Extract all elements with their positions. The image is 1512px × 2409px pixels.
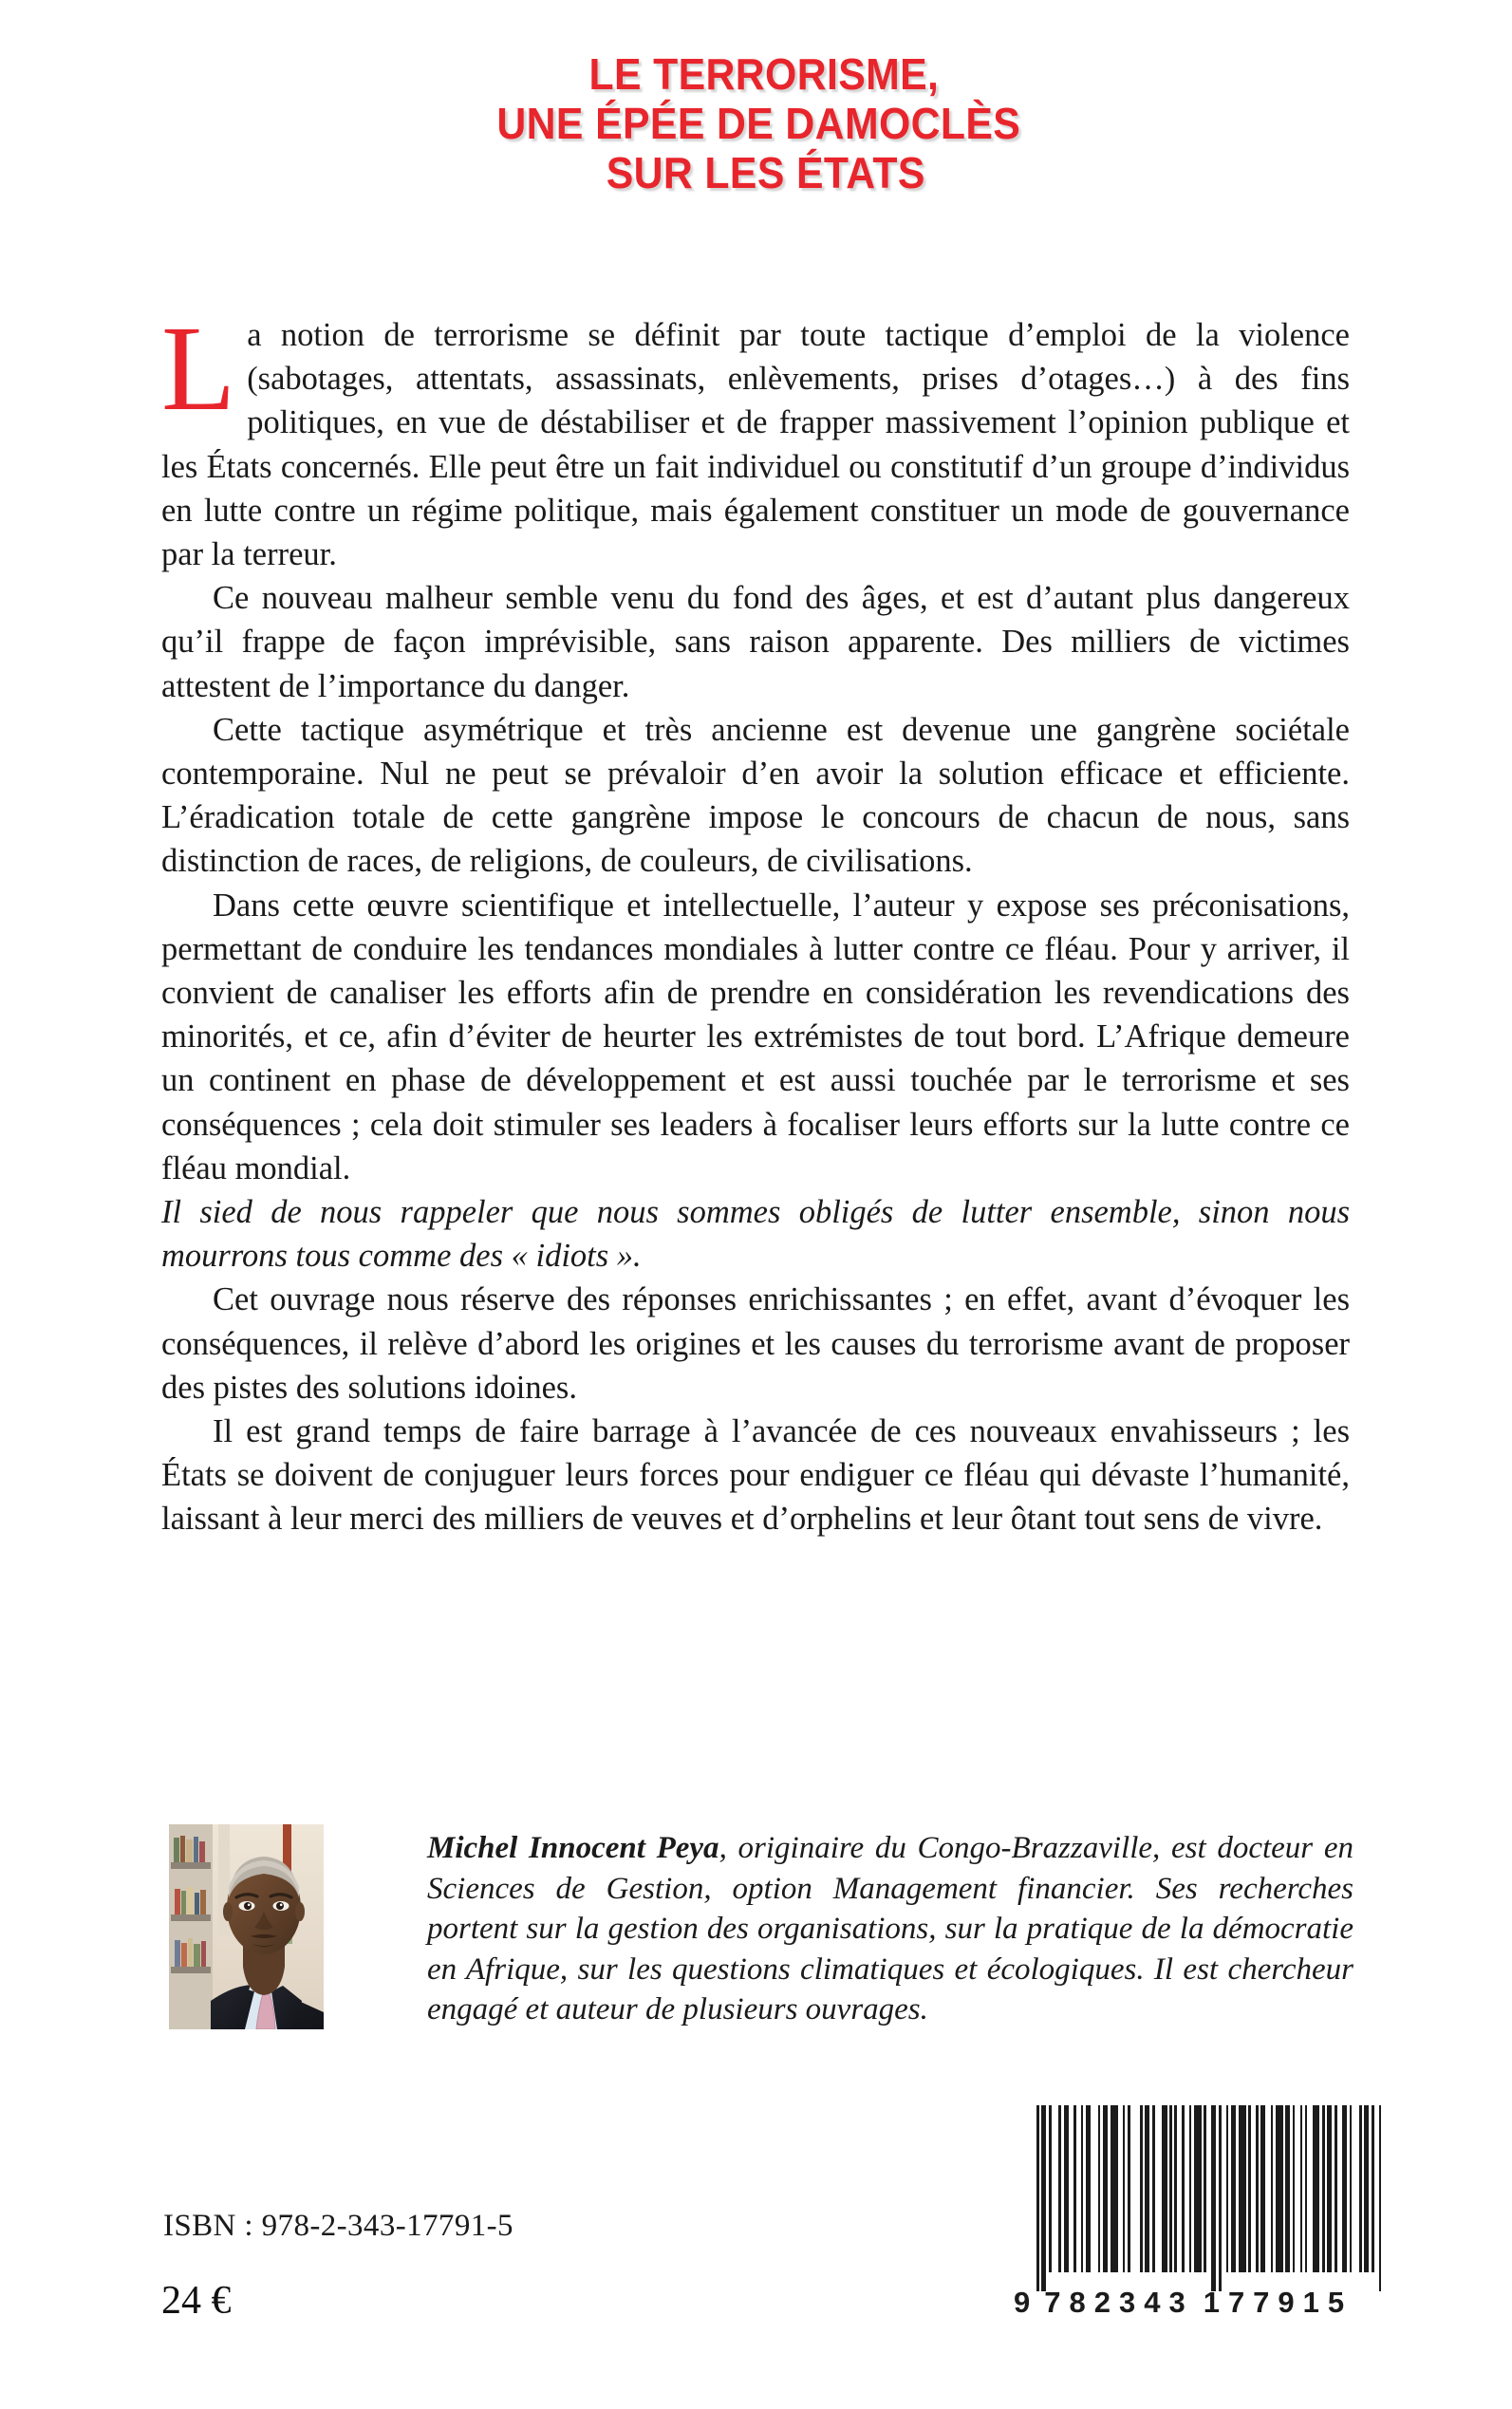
isbn-text: ISBN : 978-2-343-17791-5 (163, 2209, 513, 2243)
title-line-3: SUR LES ÉTATS (606, 148, 925, 197)
blurb-paragraph: Il est grand temps de faire barrage à l’avancée de ces nouveaux envahisseurs ; les États se doivent de conjuguer leurs forces pour endiguer ce fléau qui dévaste l’humanité, laissant à leur merci des milliers de veuves et d’orphelins et leur ôtant tout sens de vivre. (161, 1413, 1350, 1538)
blurb-paragraph: Cette tactique asymétrique et très ancienne est devenue une gangrène sociétale contemporaine. Nul ne peut se prévaloir d’en avoir la solution efficace et efficiente. L’éradication totale de cette gangrène impose le concours de chacun de nous, sans distinction de races, de religions, de couleurs, de civilisations. (161, 711, 1350, 880)
barcode-digit-lead: 9 (1014, 2286, 1032, 2319)
title-line-2: UNE ÉPÉE DE DAMOCLÈS (496, 99, 1021, 148)
author-name: Michel Innocent Peya (427, 1831, 719, 1865)
blurb-paragraph-emphasis: Il sied de nous rappeler que nous sommes obligés de lutter ensemble, sinon nous mourrons tous comme des « idiots ». (161, 1194, 1350, 1275)
author-bio (427, 1828, 1353, 2030)
blurb-paragraph: Ce nouveau malheur semble venu du fond des âges, et est d’autant plus dangereux qu’il frappe de façon imprévisible, sans raison apparente. Des milliers de victimes attestent de l’importance du danger. (161, 580, 1350, 704)
barcode-digit-group-right: 177915 (1203, 2286, 1353, 2319)
barcode-digit-group-left: 782343 (1044, 2286, 1194, 2319)
blurb-paragraph: Cet ouvrage nous réserve des réponses enrichissantes ; en effet, avant d’évoquer les conséquences, il relève d’abord les origines et les causes du terrorisme avant de proposer des pistes des solutions idoines. (161, 1281, 1350, 1406)
blurb-paragraph-text: a notion de terrorisme se définit par toute tactique d’emploi de la violence (sabotages, attentats, assassinats, enlèvements, prises d’otages…) à des fins politiques, en vue de déstabiliser et de frapper massivement l’opinion publique et les États concernés. Elle peut être un fait individuel ou constitutif d’un groupe d’individus en lutte contre un régime politique, mais également constituer un mode de gouvernance par la terreur. (161, 317, 1350, 573)
author-bio-text: , originaire du Congo-Brazzaville, est docteur en Sciences de Gestion, option Management financier. Ses recherches portent sur la gestion des organisations, sur la pratique de la démocratie en Afrique, sur les questions climatiques et écologiques. Il est chercheur engagé et auteur de plusieurs ouvrages. (427, 1831, 1353, 2026)
title-line-1: LE TERRORISME, (588, 49, 940, 99)
price-text: 24 € (161, 2279, 232, 2323)
blurb-paragraph: Dans cette œuvre scientifique et intellectuelle, l’auteur y expose ses préconisations, permettant de conduire les tendances mondiales à lutter contre ce fléau. Pour y arriver, il convient de canaliser les efforts afin de prendre en considération les revendications des minorités, et ce, afin d’éviter de heurter les extrémistes de tout bord. L’Afrique demeure un continent en phase de développement et est aussi touchée par le terrorisme et ses conséquences ; cela doit stimuler ses leaders à focaliser leurs efforts sur la lutte contre ce fléau mondial. (161, 887, 1350, 1186)
barcode-bars (1036, 2105, 1384, 2291)
book-title (0, 49, 1512, 197)
blurb-paragraph (161, 301, 1350, 576)
drop-cap-letter: L (161, 301, 236, 436)
barcode (1014, 2105, 1353, 2343)
back-cover-blurb (161, 301, 1350, 1541)
barcode-digits (1014, 2286, 1353, 2320)
author-photo (169, 1824, 324, 2029)
